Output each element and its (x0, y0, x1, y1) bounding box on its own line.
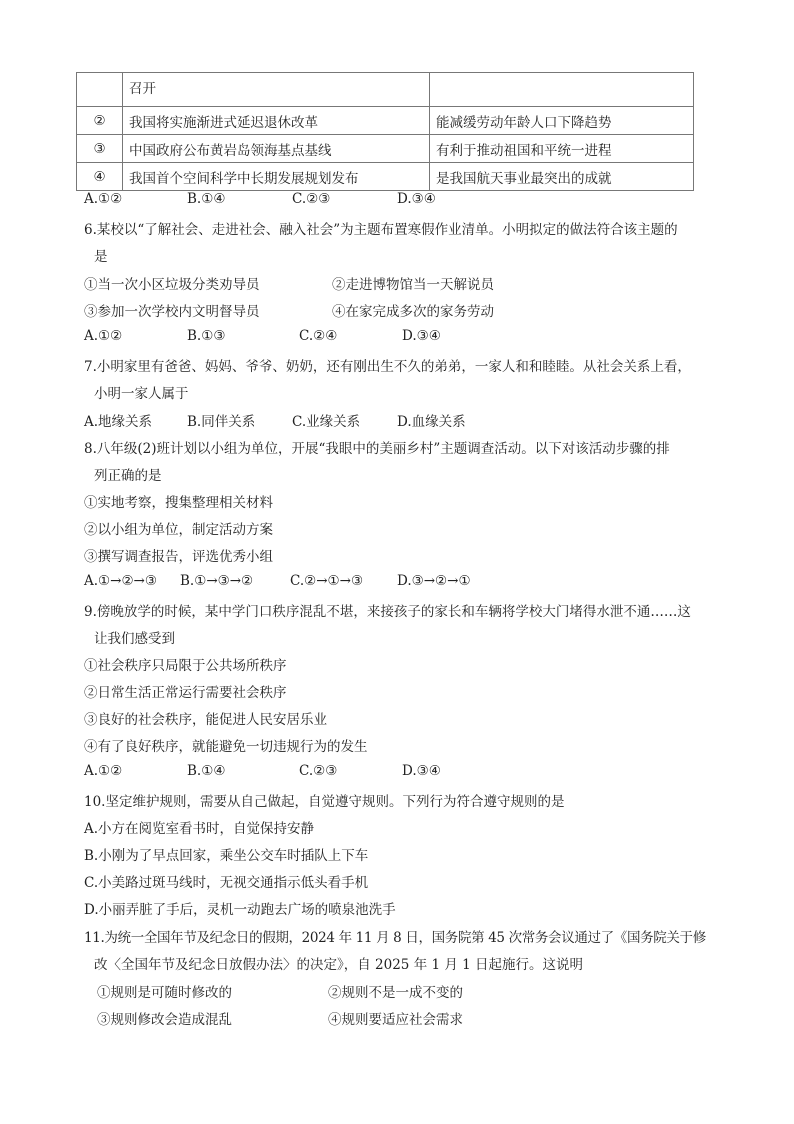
q9-item-2: ②日常生活正常运行需要社会秩序 (84, 685, 287, 701)
row-meaning: 有利于推动祖国和平统一进程 (430, 135, 694, 163)
q6-item-4: ④在家完成多次的家务劳动 (332, 304, 494, 320)
q10-option-c[interactable]: C.小美路过斑马线时，无视交通指示低头看手机 (84, 875, 369, 891)
q8-stem: 8.八年级(2)班计划以小组为单位，开展“我眼中的美丽乡村”主题调查活动。以下对该活动步骤的排 (84, 441, 670, 457)
q8-item-2: ②以小组为单位，制定活动方案 (84, 522, 273, 538)
q7-option-c[interactable]: C.业缘关系 (292, 414, 361, 430)
q7-stem: 7.小明家里有爸爸、妈妈、爷爷、奶奶，还有刚出生不久的弟弟，一家人和和睦睦。从社会关系上看， (84, 359, 691, 375)
row-num: ② (77, 107, 123, 135)
q6-stem-cont: 是 (94, 249, 108, 265)
q5-option-a[interactable]: A.①② (84, 191, 123, 207)
q8-item-1: ①实地考察，搜集整理相关材料 (84, 495, 273, 511)
q10-option-a[interactable]: A.小方在阅览室看书时，自觉保持安静 (84, 821, 315, 837)
q11-stem: 11.为统一全国年节及纪念日的假期，2024 年 11 月 8 日，国务院第 45 次常务会议通过了《国务院关于修 (84, 930, 706, 946)
q8-item-3: ③撰写调查报告，评选优秀小组 (84, 549, 273, 565)
q6-item-2: ②走进博物馆当一天解说员 (332, 277, 494, 293)
q5-table (76, 72, 694, 191)
q9-item-3: ③良好的社会秩序，能促进人民安居乐业 (84, 712, 327, 728)
q9-option-c[interactable]: C.②③ (299, 763, 338, 779)
table-row (77, 107, 694, 135)
q5-option-b[interactable]: B.①④ (187, 191, 226, 207)
q10-stem: 10.坚定维护规则，需要从自己做起，自觉遵守规则。下列行为符合遵守规则的是 (84, 794, 565, 810)
table-row (77, 73, 694, 107)
q8-option-d[interactable]: D.③→②→① (397, 573, 471, 589)
q9-stem: 9.傍晚放学的时候，某中学门口秩序混乱不堪，来接孩子的家长和车辆将学校大门堵得水泄不通……这 (84, 604, 691, 620)
q9-option-a[interactable]: A.①② (84, 763, 123, 779)
row-event: 召开 (123, 73, 430, 107)
q6-stem: 6.某校以“了解社会、走进社会、融入社会”为主题布置寒假作业清单。小明拟定的做法符合该主题的 (84, 222, 678, 238)
q7-option-d[interactable]: D.血缘关系 (397, 414, 466, 430)
q6-option-c[interactable]: C.②④ (299, 328, 338, 344)
q6-option-d[interactable]: D.③④ (402, 328, 441, 344)
q5-option-c[interactable]: C.②③ (292, 191, 331, 207)
q7-option-b[interactable]: B.同伴关系 (187, 414, 256, 430)
q8-option-c[interactable]: C.②→①→③ (290, 573, 364, 589)
q6-option-a[interactable]: A.①② (84, 328, 123, 344)
row-event: 我国首个空间科学中长期发展规划发布 (123, 163, 430, 191)
q9-option-d[interactable]: D.③④ (402, 763, 441, 779)
q8-option-a[interactable]: A.①→②→③ (84, 573, 157, 589)
q8-stem-cont: 列正确的是 (94, 468, 162, 484)
q11-item-4: ④规则要适应社会需求 (328, 1012, 463, 1028)
q11-item-3: ③规则修改会造成混乱 (97, 1012, 232, 1028)
q8-option-b[interactable]: B.①→③→② (180, 573, 254, 589)
row-num: ③ (77, 135, 123, 163)
q10-option-d[interactable]: D.小丽弄脏了手后，灵机一动跑去广场的喷泉池洗手 (84, 902, 396, 918)
row-num: ④ (77, 163, 123, 191)
q10-option-b[interactable]: B.小刚为了早点回家，乘坐公交车时插队上下车 (84, 848, 369, 864)
row-event: 中国政府公布黄岩岛领海基点基线 (123, 135, 430, 163)
row-meaning (430, 73, 694, 107)
row-meaning: 能减缓劳动年龄人口下降趋势 (430, 107, 694, 135)
q9-item-4: ④有了良好秩序，就能避免一切违规行为的发生 (84, 739, 368, 755)
q6-item-3: ③参加一次学校内文明督导员 (84, 304, 260, 320)
q11-stem-cont: 改〈全国年节及纪念日放假办法〉的决定》，自 2025 年 1 月 1 日起施行。这说明 (94, 957, 584, 973)
q6-item-1: ①当一次小区垃圾分类劝导员 (84, 277, 260, 293)
row-meaning: 是我国航天事业最突出的成就 (430, 163, 694, 191)
q6-option-b[interactable]: B.①③ (187, 328, 226, 344)
q9-stem-cont: 让我们感受到 (94, 631, 175, 647)
q11-item-2: ②规则不是一成不变的 (328, 985, 463, 1001)
q7-option-a[interactable]: A.地缘关系 (84, 414, 153, 430)
q7-stem-cont: 小明一家人属于 (94, 386, 189, 402)
q9-item-1: ①社会秩序只局限于公共场所秩序 (84, 658, 287, 674)
row-event: 我国将实施渐进式延迟退休改革 (123, 107, 430, 135)
table-row (77, 163, 694, 191)
q11-item-1: ①规则是可随时修改的 (97, 985, 232, 1001)
q5-option-d[interactable]: D.③④ (397, 191, 436, 207)
row-num (77, 73, 123, 107)
q9-option-b[interactable]: B.①④ (187, 763, 226, 779)
table-row (77, 135, 694, 163)
